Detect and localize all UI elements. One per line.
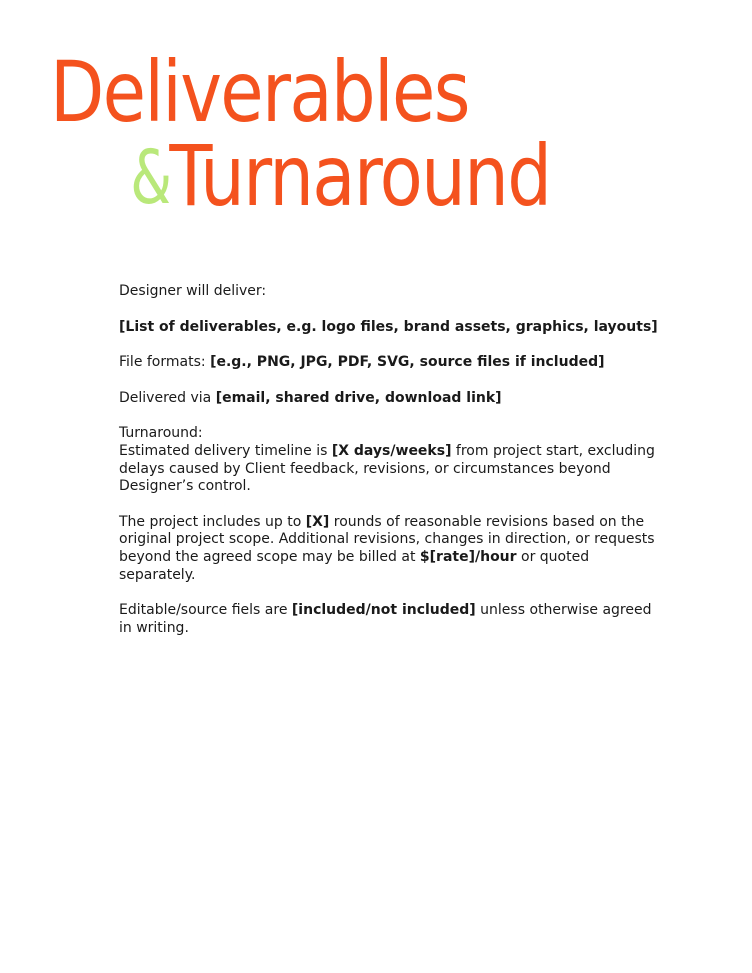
deliverables-placeholder [119, 319, 659, 337]
timeline-post: from project start, excluding delays caused by Client feedback, revisions, or circumstances beyond Designer’s control. [119, 442, 655, 495]
file-formats-label: File formats: [119, 354, 211, 371]
delivery-method-line [119, 390, 659, 408]
source-files-post: unless otherwise agreed in writing. [119, 602, 652, 636]
terms-body [119, 283, 659, 655]
revisions-mid: rounds of reasonable revisions based on the original project scope. Additional revisions, changes in direction, or requests beyond the agreed scope may be billed at [119, 513, 655, 565]
page-title-line-1: Deliverables [50, 43, 469, 141]
deliverables-value: [List of deliverables, e.g. logo files, brand assets, graphics, layouts] [119, 318, 658, 335]
revisions-count-value: [X] [305, 513, 330, 530]
revisions-paragraph [119, 514, 659, 584]
page-title-line-2-text: Turnaround [169, 127, 551, 225]
turnaround-heading: Turnaround: [119, 425, 203, 442]
file-formats-line [119, 354, 659, 372]
revisions-pre: The project includes up to [119, 513, 306, 530]
timeline-value: [X days/weeks] [331, 442, 452, 459]
delivery-method-value: [email, shared drive, download link] [215, 389, 502, 406]
file-formats-value: [e.g., PNG, JPG, PDF, SVG, source files if included] [210, 354, 605, 371]
source-files-pre: Editable/source fiels are [119, 602, 292, 619]
delivery-method-label: Delivered via [119, 389, 216, 406]
timeline-pre: Estimated delivery timeline is [119, 442, 332, 459]
ampersand-glyph: & [132, 135, 165, 221]
revisions-post: or quoted separately. [119, 548, 590, 583]
intro-text: Designer will deliver: [119, 283, 267, 299]
turnaround-block [119, 425, 659, 495]
hourly-rate-value: $[rate]/hour [419, 548, 517, 565]
source-files-paragraph [119, 602, 659, 637]
source-files-value: [included/not included] [291, 602, 476, 619]
page-title-line-2 [132, 127, 551, 225]
